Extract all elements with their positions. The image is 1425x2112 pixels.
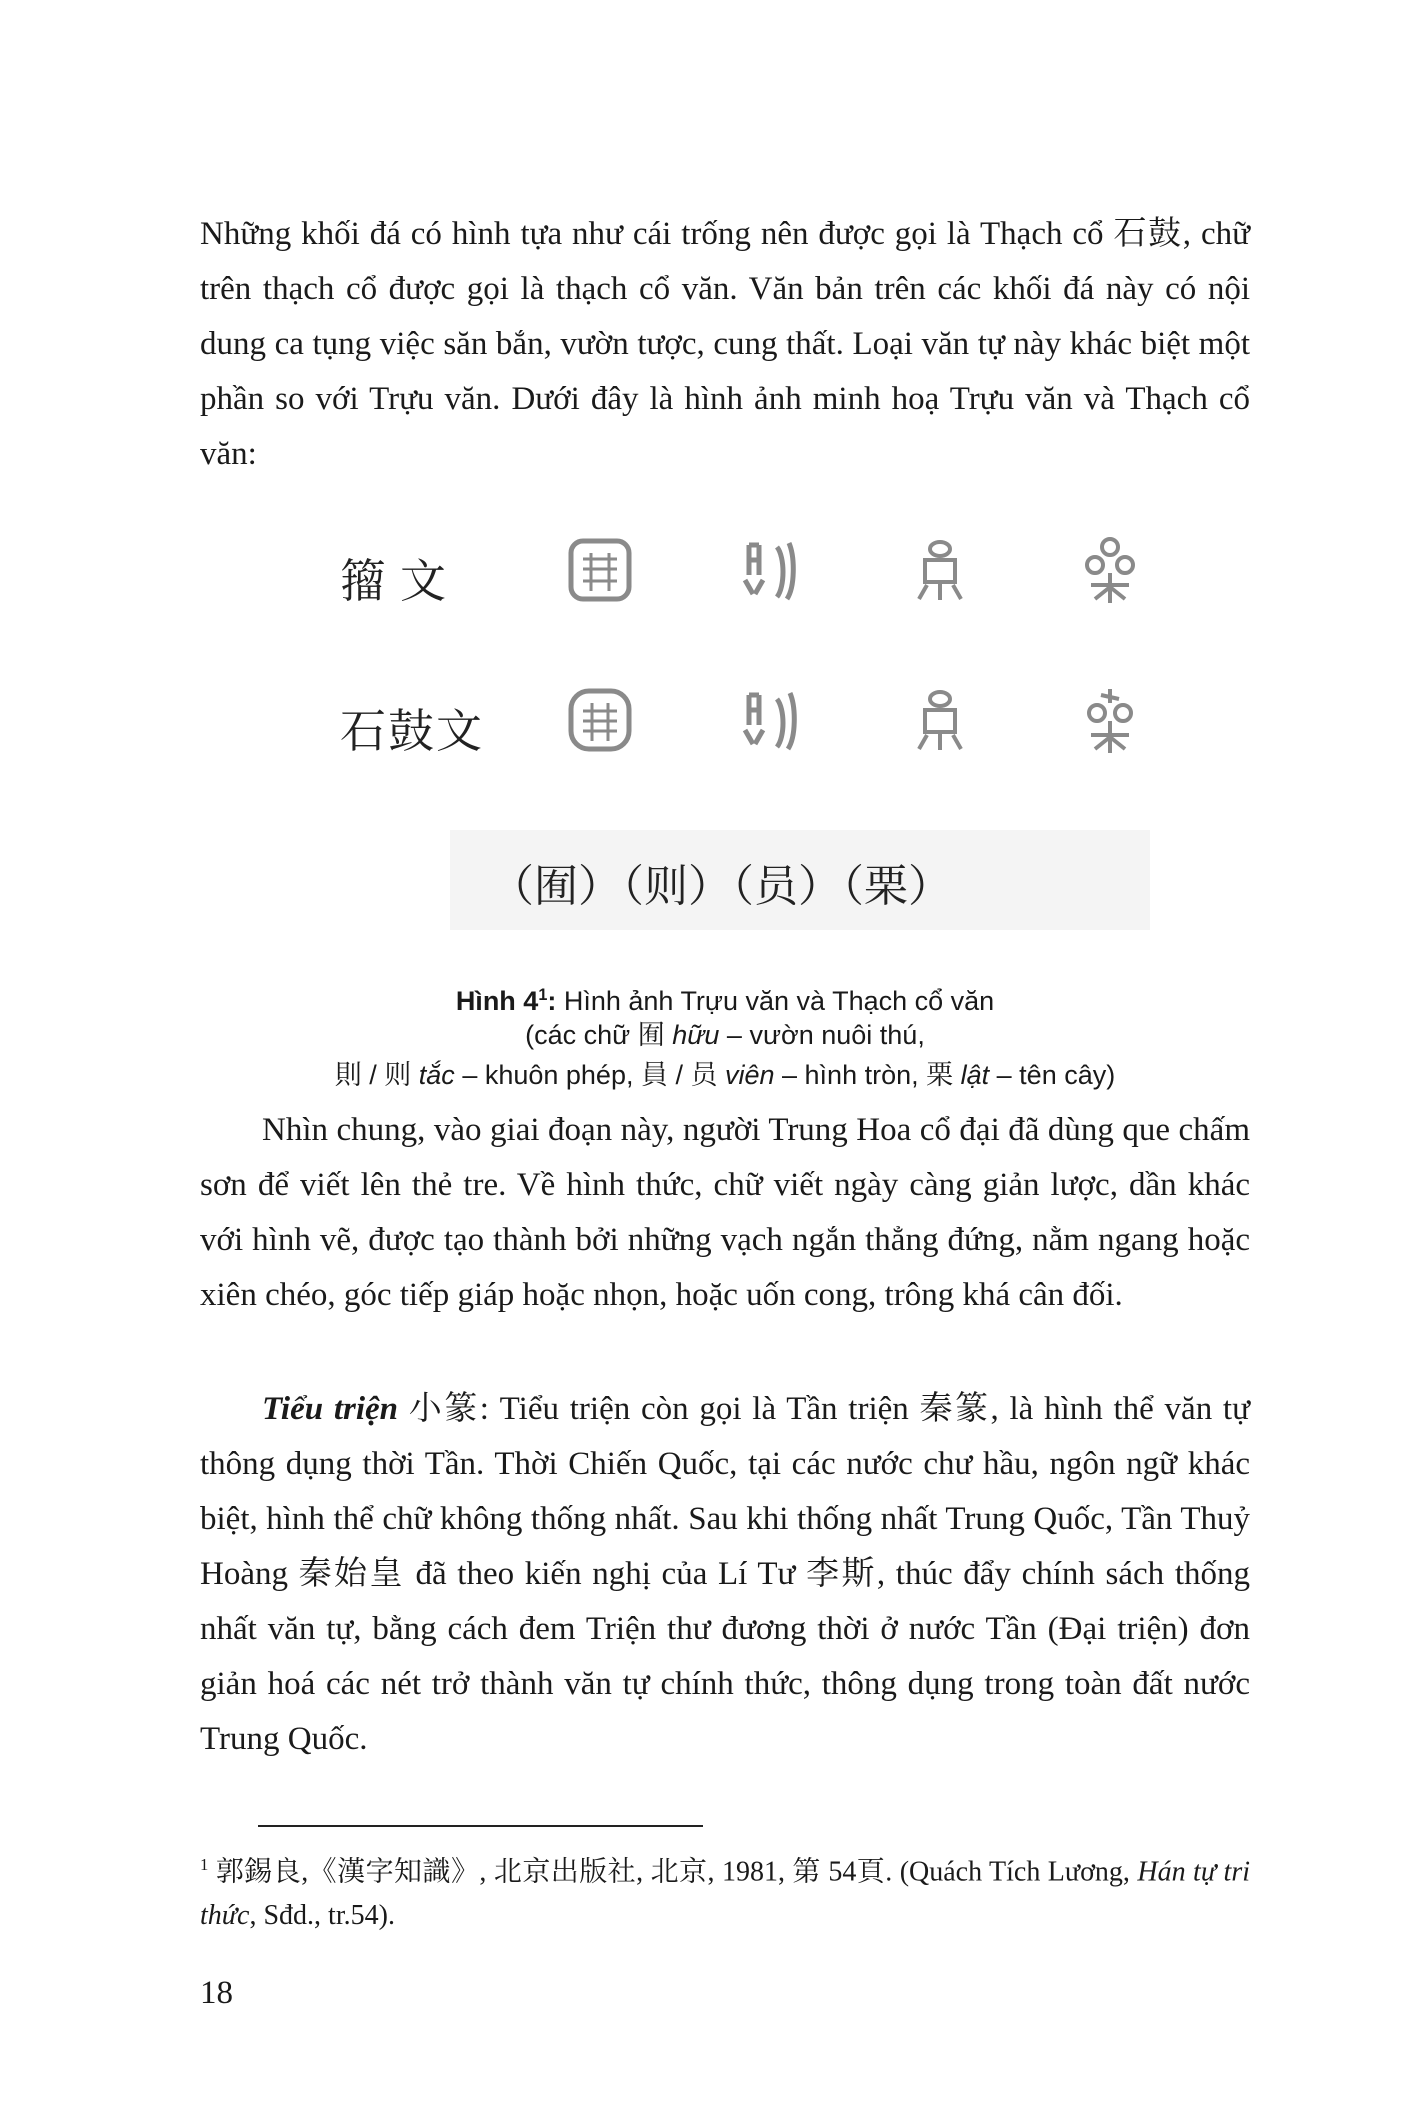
- footnote-1: [200, 1843, 1250, 1938]
- figure-modern-characters: （囿）（则）（员）（栗）: [490, 861, 952, 912]
- seal-glyph-vien-1: [905, 535, 975, 605]
- figure-4: [310, 505, 1160, 950]
- seal-glyph-tac-2: [735, 685, 805, 755]
- seal-glyph-lat-2: [1075, 685, 1145, 755]
- seal-glyph-huu-2: [565, 685, 635, 755]
- figure-caption-line-3: [200, 1055, 1250, 1095]
- caption-colon: :: [547, 986, 557, 1016]
- paragraph-3-text: 小篆: Tiểu triện còn gọi là Tần triện 秦篆, là hình thể văn tự thông dụng thời Tần. Thời Chiến Quốc, tại các nước chư hầu, ngôn ngữ khác biệt, hình thể chữ không thống nhất. Sau khi thống nhất Trung Quốc, Tần Thuỷ Hoàng 秦始皇 đã theo kiến nghị của Lí Tư 李斯, thúc đẩy chính sách thống nhất văn tự, bằng cách đem Triện thư đương thời ở nước Tần (Đại triện) đơn giản hoá các nét trở thành văn tự chính thức, thông dụng trong toàn đất nước Trung Quốc.: [200, 1391, 1250, 1757]
- caption-italic-term: tắc: [418, 1060, 455, 1090]
- caption-text: – hình tròn, 栗: [774, 1060, 961, 1090]
- page-number: 18: [200, 1975, 233, 2011]
- term-tieu-trien: Tiểu triện: [262, 1391, 399, 1427]
- seal-glyph-tac-1: [735, 535, 805, 605]
- row-label-thach-co-van: 石鼓文: [340, 704, 484, 758]
- seal-glyph-vien-2: [905, 685, 975, 755]
- caption-text: 則 / 则: [334, 1060, 419, 1090]
- footnote-tail: , Sđd., tr.54).: [249, 1900, 395, 1932]
- footnote-number: 1: [200, 1855, 209, 1874]
- paragraph-2: Nhìn chung, vào giai đoạn này, người Trung Hoa cổ đại đã dùng que chấm sơn để viết lên thẻ tre. Về hình thức, chữ viết ngày càng giản lược, dần khác với hình vẽ, được tạo thành bởi những vạch ngắn thẳng đứng, nằm ngang hoặc xiên chéo, góc tiếp giáp hoặc nhọn, hoặc uốn cong, trông khá cân đối.: [200, 1112, 1250, 1313]
- caption-text: (các chữ 囿: [525, 1020, 673, 1050]
- footnote-separator: [258, 1825, 703, 1827]
- caption-footnote-ref: 1: [538, 986, 548, 1004]
- caption-italic-term: viên: [724, 1060, 775, 1090]
- figure-caption-line-2: [200, 1015, 1250, 1055]
- footnote-text: 郭錫良,《漢字知識》, 北京出版社, 北京, 1981, 第 54頁. (Quách Tích Lương,: [208, 1856, 1138, 1888]
- caption-label: Hình 4: [455, 986, 539, 1016]
- row-label-truu-van: 籀文: [340, 554, 460, 608]
- caption-italic-term: hữu: [672, 1020, 720, 1050]
- paragraph-1: Những khối đá có hình tựa như cái trống nên được gọi là Thạch cổ 石鼓, chữ trên thạch cổ được gọi là thạch cổ văn. Văn bản trên các khối đá này có nội dung ca tụng việc săn bắn, vườn tược, cung thất. Loại văn tự này khác biệt một phần so với Trựu văn. Dưới đây là hình ảnh minh hoạ Trựu văn và Thạch cổ văn:: [200, 216, 1250, 472]
- caption-text: – vườn nuôi thú,: [719, 1020, 925, 1050]
- caption-title-text: Hình ảnh Trựu văn và Thạch cổ văn: [556, 986, 995, 1016]
- paragraph-3: [200, 1382, 1250, 1767]
- caption-text: – tên cây): [989, 1060, 1116, 1090]
- seal-glyph-huu-1: [565, 535, 635, 605]
- caption-italic-term: lật: [960, 1060, 990, 1090]
- seal-glyph-lat-1: [1075, 535, 1145, 605]
- footnote-italic-title: Hán tự tri thức: [200, 1856, 1250, 1932]
- caption-text: – khuôn phép, 員 / 员: [454, 1060, 725, 1090]
